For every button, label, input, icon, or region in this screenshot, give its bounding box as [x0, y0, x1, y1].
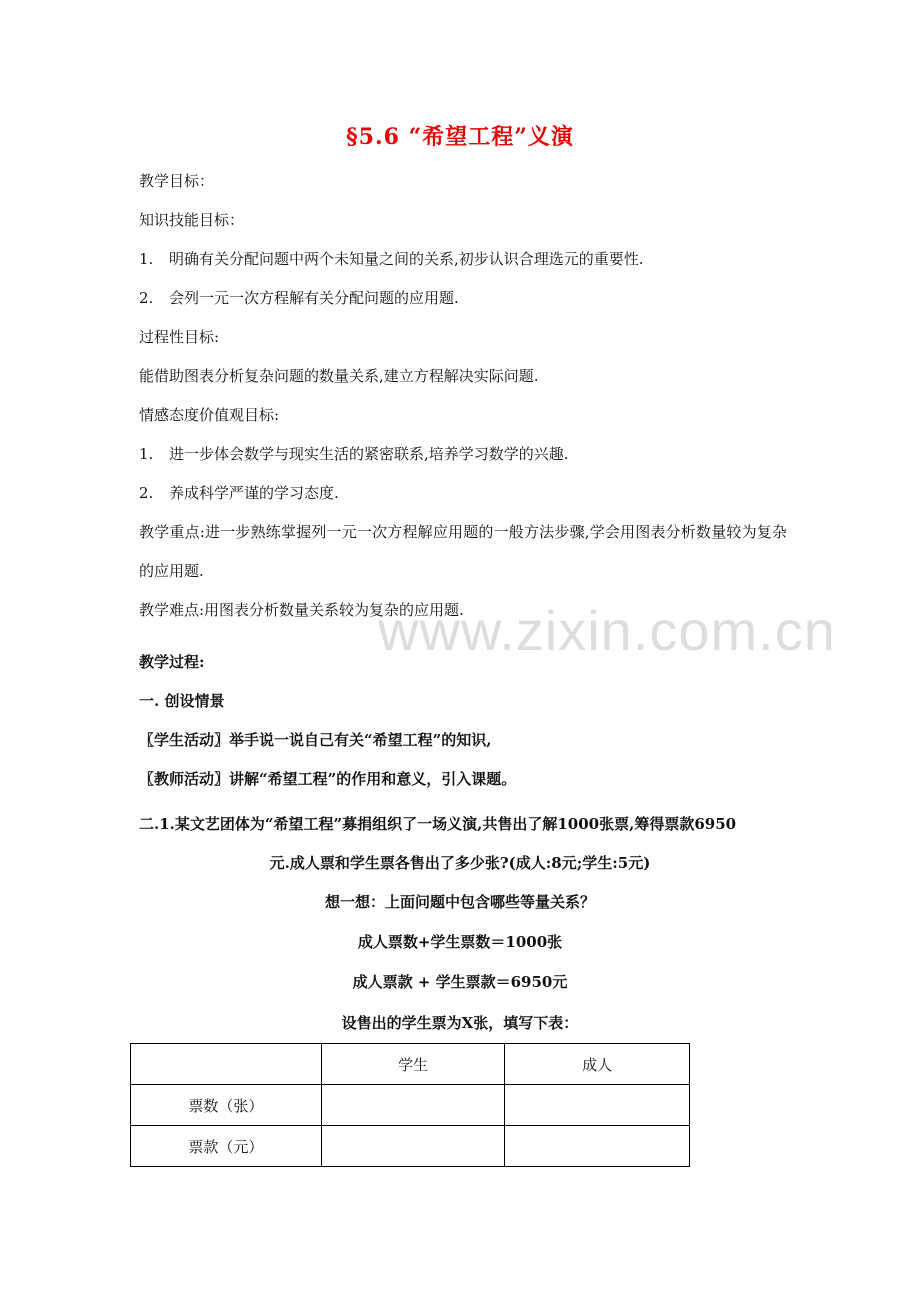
table-header-cell — [131, 1044, 322, 1085]
item-text: 明确有关分配问题中两个未知量之间的关系,初步认识合理选元的重要性. — [169, 250, 644, 268]
process-objective-text: 能借助图表分析复杂问题的数量关系,建立方程解决实际问题. — [139, 367, 539, 385]
think-prompt: 想一想：上面问题中包含哪些等量关系？ — [324, 893, 595, 911]
student-activity: 〖学生活动〗举手说一说自己有关“希望工程”的知识, — [139, 731, 492, 749]
table-row-label: 票款（元） — [131, 1126, 322, 1167]
knowledge-item — [139, 288, 459, 308]
item-number: 2. — [139, 289, 154, 307]
table-header-row — [131, 1044, 690, 1085]
table-row-label: 票数（张） — [131, 1085, 322, 1126]
difficulty-paragraph: 教学难点:用图表分析数量关系较为复杂的应用题. — [139, 601, 464, 619]
key-point-paragraph: 教学重点:进一步熟练掌握列一元一次方程解应用题的一般方法步骤,学会用图表分析数量较为复杂的应用题. — [139, 523, 787, 580]
process-objective-heading: 过程性目标: — [139, 328, 220, 346]
table-header-cell: 成人 — [505, 1044, 690, 1085]
item-text: 会列一元一次方程解有关分配问题的应用题. — [169, 289, 459, 307]
section-heading: 一. 创设情景 — [139, 692, 225, 710]
problem-line-1: 二.1.某文艺团体为“希望工程”募捐组织了一场义演,共售出了解1000张票,筹得票款6950 — [139, 815, 737, 833]
table-cell — [321, 1126, 505, 1167]
item-number: 2. — [139, 484, 154, 502]
watermark: www.zixin.com.cn — [378, 599, 836, 662]
emotion-item — [139, 444, 569, 464]
emotion-heading: 情感态度价值观目标: — [139, 406, 280, 424]
page-title: §5.6 “希望工程”义演 — [346, 124, 574, 150]
table-cell — [505, 1126, 690, 1167]
table-instruction: 设售出的学生票为X张，填写下表： — [341, 1014, 579, 1032]
table-row — [131, 1085, 690, 1126]
item-text: 养成科学严谨的学习态度. — [169, 484, 339, 502]
item-number: 1. — [139, 250, 154, 268]
equation-ticket-count: 成人票数+学生票数＝1000张 — [357, 933, 563, 951]
table-cell — [505, 1085, 690, 1126]
teacher-activity: 〖教师活动〗讲解“希望工程”的作用和意义，引入课题。 — [139, 770, 517, 788]
ticket-table — [130, 1043, 690, 1167]
problem-line-2: 元.成人票和学生票各售出了多少张?(成人:8元;学生:5元) — [269, 854, 651, 872]
table-header-cell: 学生 — [321, 1044, 505, 1085]
item-number: 1. — [139, 445, 154, 463]
equation-ticket-money: 成人票款 + 学生票款＝6950元 — [352, 973, 568, 991]
teaching-process-heading: 教学过程: — [139, 653, 205, 671]
knowledge-heading: 知识技能目标： — [139, 211, 245, 229]
knowledge-item — [139, 249, 644, 269]
item-text: 进一步体会数学与现实生活的紧密联系,培养学习数学的兴趣. — [169, 445, 569, 463]
table-cell — [321, 1085, 505, 1126]
objectives-heading: 教学目标： — [139, 172, 215, 190]
emotion-item — [139, 483, 339, 503]
table-row — [131, 1126, 690, 1167]
